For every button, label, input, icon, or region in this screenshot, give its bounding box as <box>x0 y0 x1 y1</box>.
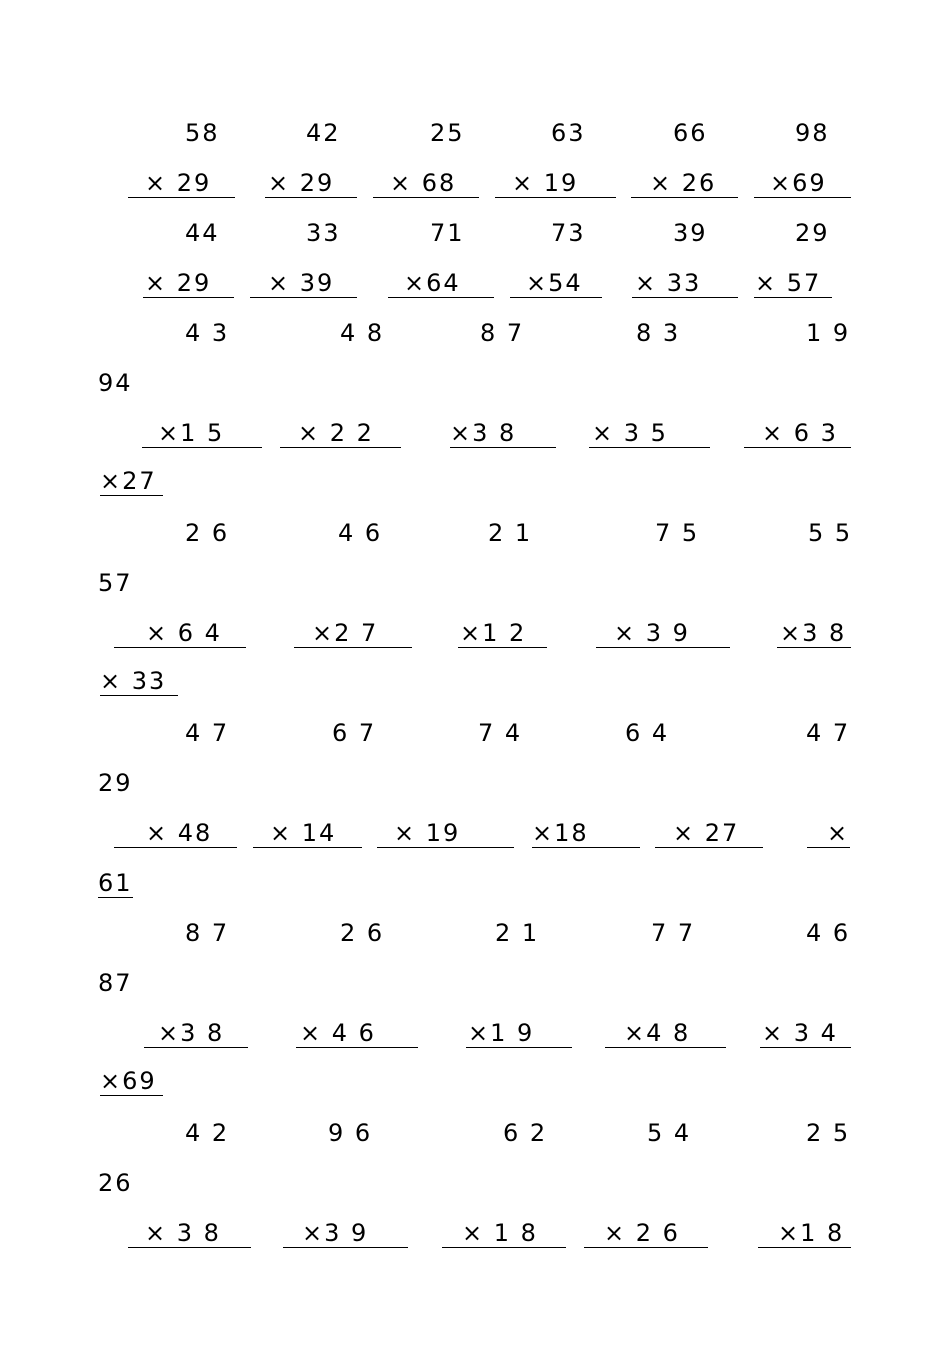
multiplicand-row <box>0 218 950 258</box>
wrapped-line <box>0 466 950 506</box>
problem-number: 42 <box>306 119 341 147</box>
problem-number: ×4 8 <box>624 1019 691 1047</box>
problem-number: ×1 5 <box>158 419 225 447</box>
problem-number: × 3 9 <box>614 619 690 647</box>
problem-number: × 68 <box>390 169 457 197</box>
answer-line <box>632 297 738 298</box>
problem-number: × 26 <box>650 169 717 197</box>
multiplier-row <box>0 268 950 308</box>
answer-line <box>373 197 479 198</box>
problem-number: 29 <box>98 769 133 797</box>
problem-number: × 2 6 <box>604 1219 680 1247</box>
answer-line <box>584 1247 708 1248</box>
answer-line <box>143 297 234 298</box>
problem-number: 2 1 <box>488 519 533 547</box>
problem-number: 4 6 <box>338 519 383 547</box>
wrapped-line <box>0 1066 950 1106</box>
answer-line <box>605 1047 726 1048</box>
problem-number: × 29 <box>145 169 212 197</box>
problem-number: ×1 8 <box>778 1219 845 1247</box>
problem-number: 94 <box>98 369 133 397</box>
answer-line <box>294 647 412 648</box>
answer-line <box>128 197 235 198</box>
answer-line <box>532 847 640 848</box>
problem-number: 98 <box>795 119 830 147</box>
answer-line <box>777 647 851 648</box>
problem-number: ×18 <box>532 819 589 847</box>
problem-number: 71 <box>430 219 465 247</box>
problem-number: × 1 8 <box>462 1219 538 1247</box>
multiplier-row <box>0 418 950 458</box>
problem-number: ×3 9 <box>302 1219 369 1247</box>
problem-number: 6 7 <box>332 719 377 747</box>
problem-number: 66 <box>673 119 708 147</box>
answer-line <box>283 1247 408 1248</box>
answer-line <box>754 197 851 198</box>
problem-number: ×69 <box>100 1067 157 1095</box>
problem-number: ×3 8 <box>158 1019 225 1047</box>
problem-number: 58 <box>185 119 220 147</box>
wrapped-line <box>0 666 950 706</box>
answer-line <box>744 447 851 448</box>
answer-line <box>114 847 237 848</box>
problem-number: 2 6 <box>185 519 230 547</box>
answer-line <box>596 647 730 648</box>
problem-number: × <box>827 819 850 847</box>
answer-line <box>450 447 556 448</box>
problem-number: 1 9 <box>806 319 851 347</box>
problem-number: × 6 3 <box>762 419 838 447</box>
problem-number: 4 2 <box>185 1119 230 1147</box>
answer-line <box>760 1047 851 1048</box>
problem-number: 26 <box>98 1169 133 1197</box>
answer-line <box>144 1047 248 1048</box>
problem-number: 6 4 <box>625 719 670 747</box>
problem-number: 29 <box>795 219 830 247</box>
problem-number: ×2 7 <box>312 619 379 647</box>
answer-line <box>100 1095 163 1096</box>
problem-number: 4 3 <box>185 319 230 347</box>
answer-line <box>388 297 494 298</box>
answer-line <box>655 847 763 848</box>
problem-number: × 27 <box>673 819 740 847</box>
problem-number: 8 3 <box>636 319 681 347</box>
answer-line <box>377 847 514 848</box>
problem-number: 7 7 <box>651 919 696 947</box>
problem-number: 44 <box>185 219 220 247</box>
answer-line <box>296 1047 418 1048</box>
answer-line <box>142 447 262 448</box>
answer-line <box>280 447 401 448</box>
wrapped-line <box>0 368 950 408</box>
problem-number: 87 <box>98 969 133 997</box>
problem-number: 6 2 <box>503 1119 548 1147</box>
answer-line <box>458 647 547 648</box>
answer-line <box>758 1247 851 1248</box>
problem-number: 4 8 <box>340 319 385 347</box>
problem-number: 8 7 <box>480 319 525 347</box>
problem-number: 73 <box>551 219 586 247</box>
answer-line <box>265 197 357 198</box>
problem-number: 2 1 <box>495 919 540 947</box>
wrapped-line <box>0 868 950 908</box>
problem-number: 9 6 <box>328 1119 373 1147</box>
problem-number: × 19 <box>394 819 461 847</box>
answer-line <box>807 847 850 848</box>
problem-number: ×3 8 <box>450 419 517 447</box>
problem-number: × 19 <box>512 169 579 197</box>
multiplicand-row <box>0 518 950 558</box>
problem-number: 57 <box>98 569 133 597</box>
answer-line <box>631 197 738 198</box>
multiplier-row <box>0 818 950 858</box>
multiplier-row <box>0 168 950 208</box>
problem-number: 2 5 <box>806 1119 851 1147</box>
problem-number: ×27 <box>100 467 157 495</box>
problem-number: ×69 <box>770 169 827 197</box>
problem-number: × 6 4 <box>146 619 222 647</box>
answer-line <box>466 1047 572 1048</box>
problem-number: × 29 <box>145 269 212 297</box>
problem-number: × 14 <box>270 819 337 847</box>
problem-number: 7 4 <box>478 719 523 747</box>
problem-number: × 57 <box>755 269 822 297</box>
wrapped-line <box>0 768 950 808</box>
problem-number: 2 6 <box>340 919 385 947</box>
problem-number: 4 7 <box>185 719 230 747</box>
problem-number: × 29 <box>268 169 335 197</box>
problem-number: 5 4 <box>647 1119 692 1147</box>
problem-number: ×1 9 <box>468 1019 535 1047</box>
problem-number: 61 <box>98 869 133 897</box>
problem-number: × 3 4 <box>762 1019 838 1047</box>
answer-line <box>589 447 710 448</box>
problem-number: × 4 6 <box>300 1019 376 1047</box>
answer-line <box>250 297 357 298</box>
answer-line <box>100 695 178 696</box>
problem-number: 4 7 <box>806 719 851 747</box>
multiplier-row <box>0 1218 950 1258</box>
multiplicand-row <box>0 318 950 358</box>
multiplicand-row <box>0 918 950 958</box>
answer-line <box>100 495 163 496</box>
problem-number: × 39 <box>268 269 335 297</box>
problem-number: ×3 8 <box>780 619 847 647</box>
multiplicand-row <box>0 118 950 158</box>
answer-line <box>754 297 832 298</box>
answer-line <box>128 1247 251 1248</box>
problem-number: 8 7 <box>185 919 230 947</box>
problem-number: 25 <box>430 119 465 147</box>
multiplier-row <box>0 618 950 658</box>
problem-number: 39 <box>673 219 708 247</box>
answer-line <box>495 197 616 198</box>
problem-number: 63 <box>551 119 586 147</box>
answer-line <box>442 1247 566 1248</box>
problem-number: × 3 8 <box>145 1219 221 1247</box>
problem-number: 5 5 <box>808 519 853 547</box>
problem-number: ×54 <box>526 269 583 297</box>
problem-number: × 33 <box>100 667 167 695</box>
multiplicand-row <box>0 718 950 758</box>
problem-number: × 33 <box>635 269 702 297</box>
answer-line <box>253 847 362 848</box>
multiplicand-row <box>0 1118 950 1158</box>
wrapped-line <box>0 968 950 1008</box>
answer-line <box>510 297 602 298</box>
problem-number: ×1 2 <box>460 619 527 647</box>
answer-line <box>98 897 133 898</box>
problem-number: × 3 5 <box>592 419 668 447</box>
problem-number: 7 5 <box>655 519 700 547</box>
problem-number: 33 <box>306 219 341 247</box>
problem-number: 4 6 <box>806 919 851 947</box>
wrapped-line <box>0 1168 950 1208</box>
wrapped-line <box>0 568 950 608</box>
problem-number: × 48 <box>146 819 213 847</box>
problem-number: × 2 2 <box>298 419 374 447</box>
answer-line <box>114 647 246 648</box>
problem-number: ×64 <box>404 269 461 297</box>
multiplier-row <box>0 1018 950 1058</box>
